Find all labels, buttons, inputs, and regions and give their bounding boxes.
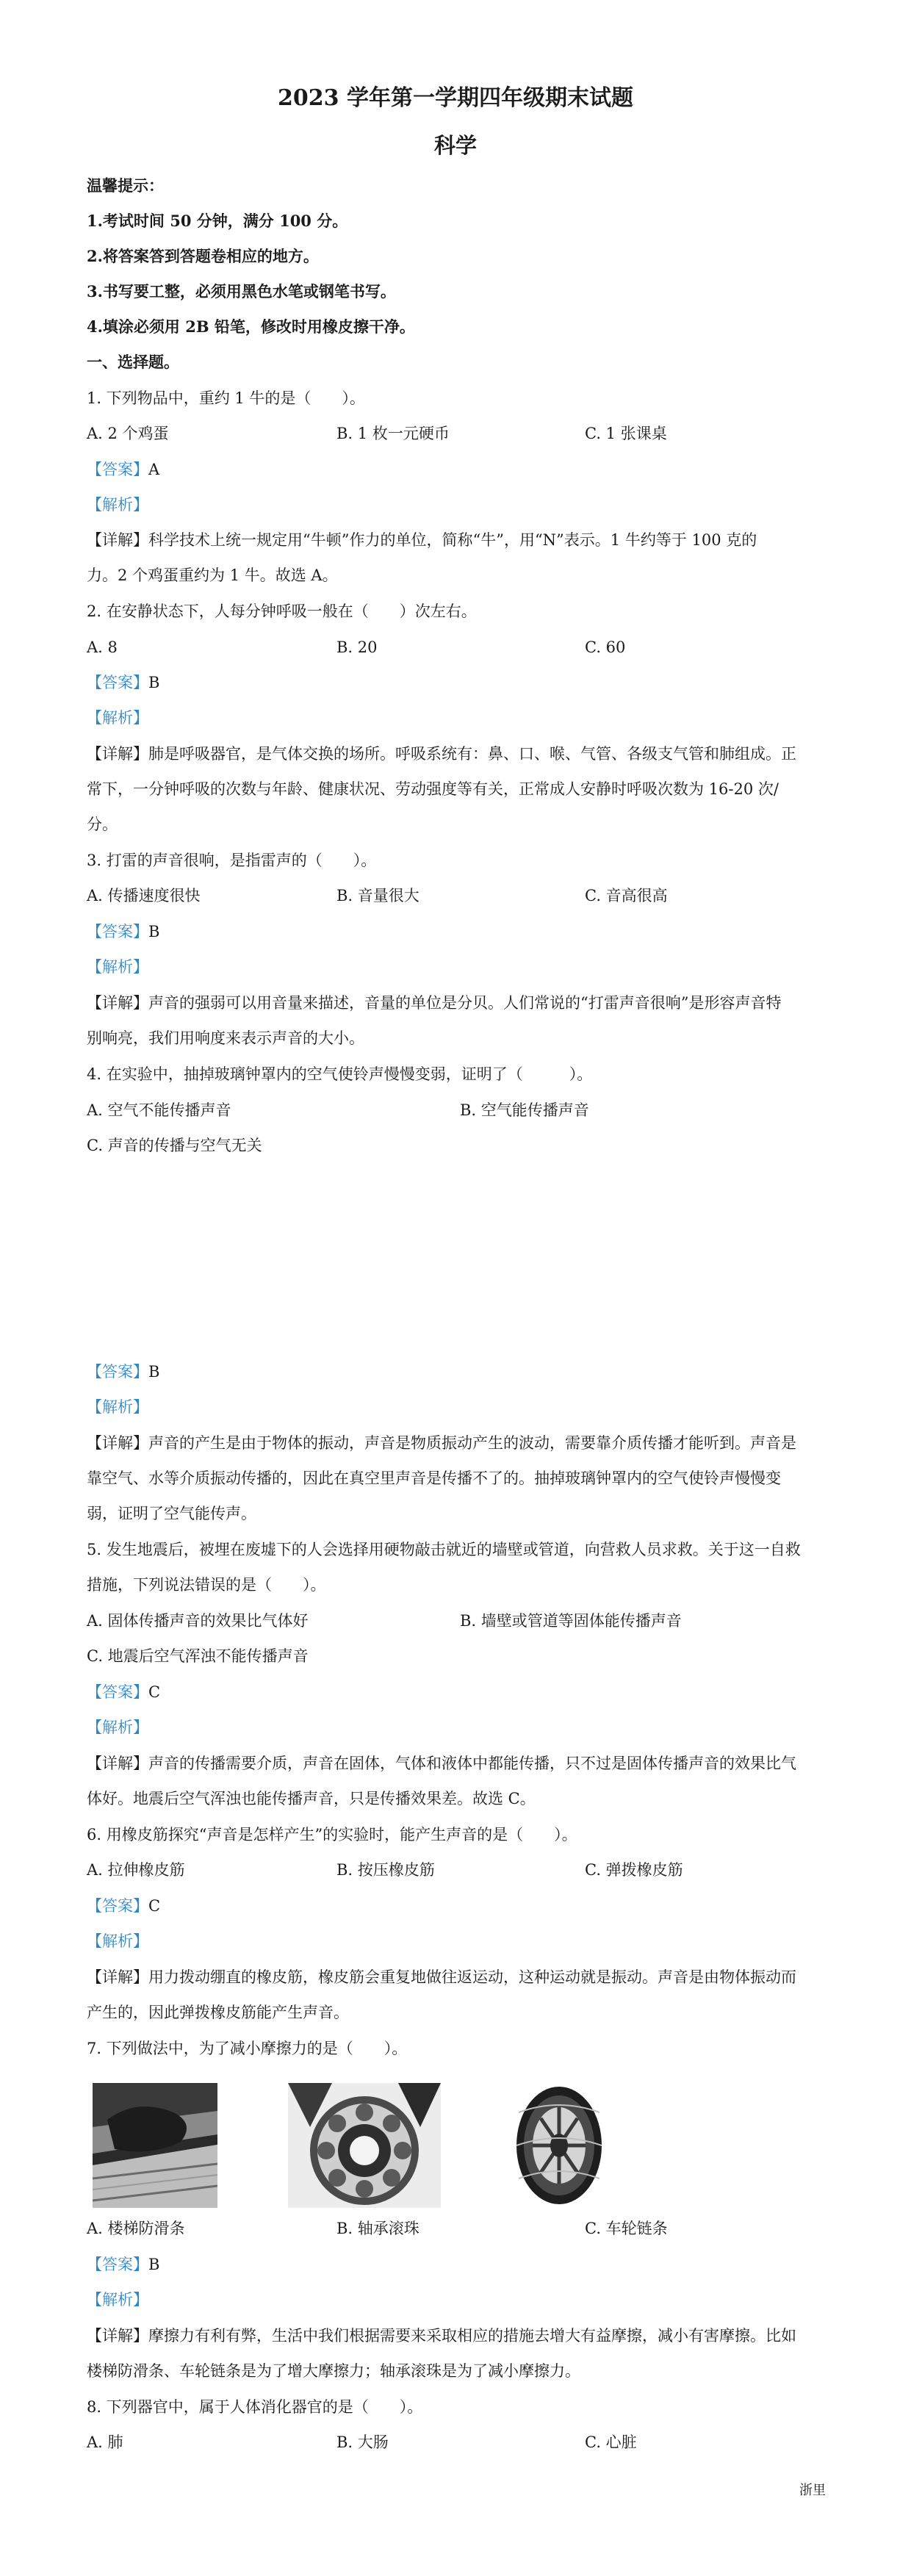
q2-answer: 【答案】B [87,674,160,691]
q2-detail-2: 常下，一分钟呼吸的次数与年龄、健康状况、劳动强度等有关，正常成人安静时呼吸次数为 16-20 次/ [87,780,779,798]
q2-option-c: C. 60 [585,638,626,656]
q5-stem-1: 5. 发生地震后，被埋在废墟下的人会选择用硬物敲击就近的墙壁或管道，向营救人员求救。关于这一自救 [87,1541,801,1558]
q4-option-a: A. 空气不能传播声音 [87,1101,231,1119]
q5-answer: 【答案】C [87,1683,161,1701]
q3-stem: 3. 打雷的声音很响，是指雷声的（ ）。 [87,852,377,869]
q3-answer: 【答案】B [87,923,160,940]
q6-analysis-label: 【解析】 [87,1932,148,1950]
exam-title: 2023 学年第一学期四年级期末试题 [278,85,633,111]
q6-stem: 6. 用橡皮筋探究“声音是怎样产生”的实验时，能产生声音的是（ ）。 [87,1826,577,1843]
q8-option-a: A. 肺 [87,2433,123,2451]
bearing-balls-image [288,2083,441,2208]
q3-detail-2: 别响亮，我们用响度来表示声音的大小。 [87,1029,364,1047]
q6-detail-1: 【详解】用力拨动绷直的橡皮筋，橡皮筋会重复地做往返运动，这种运动就是振动。声音是由物体振动而 [87,1968,796,1986]
tip-2: 2.将答案答到答题卷相应的地方。 [87,247,319,265]
tire-chain-image [511,2083,607,2208]
stair-antislip-strip-image [93,2083,217,2208]
q3-analysis-label: 【解析】 [87,958,148,976]
q4-detail-1: 【详解】声音的产生是由于物体的振动，声音是物质振动产生的波动，需要靠介质传播才能听到。声音是 [87,1434,796,1452]
q1-detail-1: 【详解】科学技术上统一规定用“牛顿”作力的单位，简称“牛”，用“N”表示。1 牛约等于 100 克的 [87,531,757,549]
q6-option-b: B. 按压橡皮筋 [336,1861,435,1879]
q1-answer: 【答案】A [87,461,160,478]
q7-answer: 【答案】B [87,2256,160,2273]
q1-analysis-label: 【解析】 [87,496,148,514]
q4-option-c: C. 声音的传播与空气无关 [87,1137,262,1154]
tip-4: 4.填涂必须用 2B 铅笔，修改时用橡皮擦干净。 [87,317,415,336]
q3-option-b: B. 音量很大 [336,887,420,904]
q5-analysis-label: 【解析】 [87,1719,148,1736]
q5-stem-2: 措施，下列说法错误的是（ ）。 [87,1576,326,1594]
q1-option-a: A. 2 个鸡蛋 [87,425,169,442]
q1-option-b: B. 1 枚一元硬币 [336,425,450,442]
q5-option-b: B. 墙壁或管道等固体能传播声音 [460,1612,682,1630]
q7-option-a: A. 楼梯防滑条 [87,2220,185,2237]
q4-option-b: B. 空气能传播声音 [460,1101,589,1119]
q3-option-c: C. 音高很高 [585,887,668,904]
q7-option-b: B. 轴承滚珠 [336,2220,420,2237]
q5-detail-2: 体好。地震后空气浑浊也能传播声音，只是传播效果差。故选 C。 [87,1790,536,1807]
q6-option-c: C. 弹拨橡皮筋 [585,1861,683,1879]
q1-detail-2: 力。2 个鸡蛋重约为 1 牛。故选 A。 [87,566,338,584]
q6-answer: 【答案】C [87,1897,161,1915]
q2-option-b: B. 20 [336,638,378,656]
q8-option-b: B. 大肠 [336,2433,389,2451]
tip-3: 3.书写要工整，必须用黑色水笔或钢笔书写。 [87,282,396,301]
page-footer: 浙里 [799,2483,826,2498]
subject-title: 科学 [433,133,477,158]
tips-heading: 温馨提示： [87,176,164,195]
q5-detail-1: 【详解】声音的传播需要介质，声音在固体，气体和液体中都能传播，只不过是固体传播声音的效果比气 [87,1755,796,1772]
q2-analysis-label: 【解析】 [87,709,148,727]
q3-option-a: A. 传播速度很快 [87,887,201,904]
q6-detail-2: 产生的，因此弹拨橡皮筋能产生声音。 [87,2004,349,2021]
q6-option-a: A. 拉伸橡皮筋 [87,1861,185,1879]
q2-detail-3: 分。 [87,816,118,833]
q4-analysis-label: 【解析】 [87,1398,148,1416]
q3-detail-1: 【详解】声音的强弱可以用音量来描述，音量的单位是分贝。人们常说的“打雷声音很响”是形容声音特 [87,994,782,1012]
q5-option-a: A. 固体传播声音的效果比气体好 [87,1612,309,1630]
q2-stem: 2. 在安静状态下，人每分钟呼吸一般在（ ）次左右。 [87,602,477,620]
q8-option-c: C. 心脏 [585,2433,637,2451]
q4-detail-2: 靠空气、水等介质振动传播的，因此在真空里声音是传播不了的。抽掉玻璃钟罩内的空气使铃声慢慢变 [87,1469,781,1487]
q4-stem: 4. 在实验中，抽掉玻璃钟罩内的空气使铃声慢慢变弱，证明了（ ）。 [87,1065,593,1083]
section-heading: 一、选择题。 [87,353,179,371]
q7-analysis-label: 【解析】 [87,2291,148,2309]
q1-stem: 1. 下列物品中，重约 1 牛的是（ ）。 [87,389,365,407]
q5-option-c: C. 地震后空气浑浊不能传播声音 [87,1647,309,1665]
q7-detail-1: 【详解】摩擦力有利有弊，生活中我们根据需要来采取相应的措施去增大有益摩擦，减小有害摩擦。比如 [87,2327,796,2345]
tip-1: 1.考试时间 50 分钟，满分 100 分。 [87,212,348,230]
q4-answer: 【答案】B [87,1363,160,1381]
q7-detail-2: 楼梯防滑条、车轮链条是为了增大摩擦力；轴承滚珠是为了减小摩擦力。 [87,2362,580,2380]
q7-stem: 7. 下列做法中，为了减小摩擦力的是（ ）。 [87,2040,408,2057]
q1-option-c: C. 1 张课桌 [585,425,667,442]
q2-detail-1: 【详解】肺是呼吸器官，是气体交换的场所。呼吸系统有：鼻、口、喉、气管、各级支气管和肺组成。正 [87,745,796,763]
q4-detail-3: 弱，证明了空气能传声。 [87,1505,256,1522]
q8-stem: 8. 下列器官中，属于人体消化器官的是（ ）。 [87,2398,423,2416]
q2-option-a: A. 8 [87,638,118,656]
q7-option-c: C. 车轮链条 [585,2220,668,2237]
